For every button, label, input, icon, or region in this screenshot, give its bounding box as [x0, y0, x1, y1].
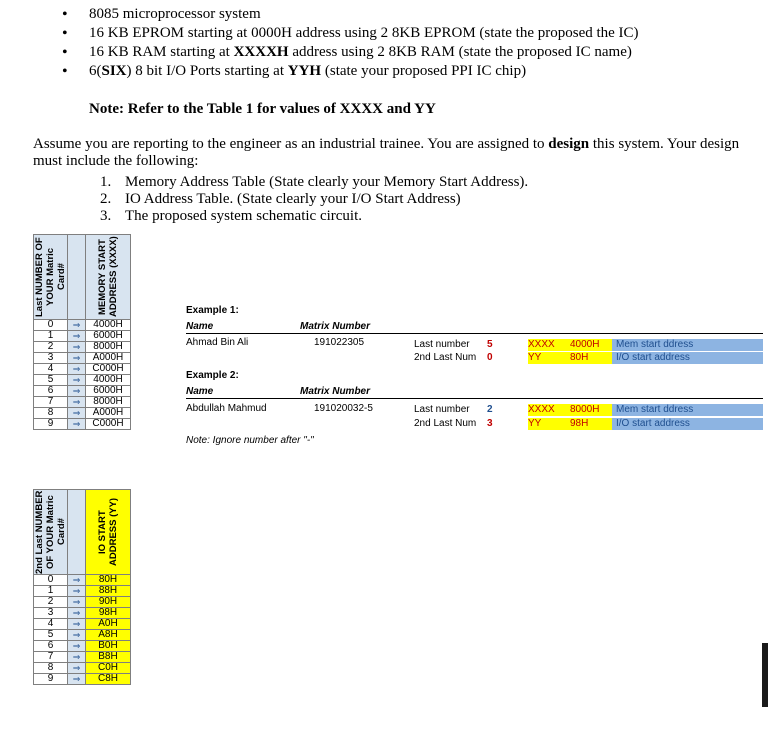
- arrow-icon: ⇒: [68, 419, 86, 430]
- arrow-icon: ⇒: [68, 397, 86, 408]
- table-row: [34, 652, 131, 663]
- arrow-icon: ⇒: [68, 597, 86, 608]
- table-row: [34, 597, 131, 608]
- bullet-bold: SIX: [101, 63, 127, 79]
- bullet-text: 16 KB RAM starting at: [89, 44, 234, 60]
- header-2nd-last-number: [34, 490, 68, 575]
- arrow-icon: ⇒: [68, 575, 86, 586]
- table-row: [34, 375, 131, 386]
- header-memory-start: [86, 235, 131, 320]
- bullet-item: [58, 63, 763, 80]
- digit-cell: 7: [34, 397, 68, 408]
- bullet-text: (state your proposed PPI IC chip): [321, 63, 527, 79]
- bullet-item: [58, 25, 763, 42]
- header-text: 2nd Last NUMBER OF YOUR Matric Card#: [34, 490, 67, 574]
- address-cell: 8000H: [86, 342, 131, 353]
- last-number-value: 5: [487, 339, 493, 350]
- address-cell: C000H: [86, 364, 131, 375]
- address-cell: 4000H: [86, 320, 131, 331]
- matric-header: Matrix Number: [300, 321, 371, 332]
- arrow-icon: ⇒: [68, 630, 86, 641]
- address-cell: 98H: [86, 608, 131, 619]
- matric-header: Matrix Number: [300, 386, 371, 397]
- address-cell: A000H: [86, 353, 131, 364]
- example-name: Ahmad Bin Ali: [186, 337, 249, 348]
- arrow-icon: ⇒: [68, 364, 86, 375]
- address-cell: 88H: [86, 586, 131, 597]
- arrow-icon: ⇒: [68, 674, 86, 685]
- digit-cell: 6: [34, 386, 68, 397]
- address-cell: 90H: [86, 597, 131, 608]
- digit-cell: 8: [34, 408, 68, 419]
- header-arrow: [68, 235, 86, 320]
- digit-cell: 9: [34, 674, 68, 685]
- name-header: Name: [186, 386, 214, 397]
- arrow-icon: ⇒: [68, 375, 86, 386]
- arrow-icon: ⇒: [68, 663, 86, 674]
- last-number-label: Last number: [414, 339, 470, 350]
- address-cell: 80H: [86, 575, 131, 586]
- step-item: [100, 191, 528, 208]
- address-cell: B0H: [86, 641, 131, 652]
- arrow-icon: ⇒: [68, 641, 86, 652]
- scrollbar-thumb[interactable]: [762, 643, 768, 707]
- step-number: 2.: [100, 191, 112, 207]
- digit-cell: 2: [34, 597, 68, 608]
- header-last-number: [34, 235, 68, 320]
- arrow-icon: ⇒: [68, 652, 86, 663]
- header-text: IO START ADDRESS (YY): [97, 497, 119, 567]
- header-text: MEMORY START ADDRESS (XXXX): [97, 236, 119, 318]
- second-last-label: 2nd Last Num: [414, 352, 477, 363]
- design-steps: [100, 174, 528, 225]
- digit-cell: 0: [34, 575, 68, 586]
- last-number-label: Last number: [414, 404, 470, 415]
- bullet-text: 6(: [89, 63, 102, 79]
- table-row: [34, 641, 131, 652]
- step-number: 1.: [100, 174, 112, 190]
- address-cell: 8000H: [86, 397, 131, 408]
- table-row: [34, 386, 131, 397]
- table-row: [34, 342, 131, 353]
- memory-start-desc: Mem start ddress: [612, 339, 763, 351]
- address-cell: A000H: [86, 408, 131, 419]
- address-cell: B8H: [86, 652, 131, 663]
- step-text: Memory Address Table (State clearly your Memory Start Address).: [125, 174, 529, 190]
- io-start-desc: I/O start address: [612, 418, 763, 430]
- table-row: [34, 331, 131, 342]
- digit-cell: 1: [34, 331, 68, 342]
- divider: [186, 398, 763, 399]
- bullet-item: [58, 6, 763, 23]
- digit-cell: 1: [34, 586, 68, 597]
- arrow-icon: ⇒: [68, 342, 86, 353]
- digit-cell: 3: [34, 608, 68, 619]
- table-row: [34, 320, 131, 331]
- para-text: this system. Your design must include the following:: [33, 136, 740, 169]
- second-last-value: 0: [487, 352, 493, 363]
- step-item: [100, 174, 528, 191]
- step-text: IO Address Table. (State clearly your I/O Start Address): [125, 191, 461, 207]
- second-last-label: 2nd Last Num: [414, 418, 477, 429]
- table-row: [34, 619, 131, 630]
- address-cell: C000H: [86, 419, 131, 430]
- table-row: [34, 630, 131, 641]
- address-cell: A0H: [86, 619, 131, 630]
- yy-label: YY: [528, 352, 570, 364]
- bullet-item: [58, 44, 763, 61]
- digit-cell: 5: [34, 375, 68, 386]
- table-row: [34, 674, 131, 685]
- table-note: Note: Refer to the Table 1 for values of XXXX and YY: [89, 101, 436, 117]
- para-text: Assume you are reporting to the engineer as an industrial trainee. You are assigned to: [33, 136, 549, 152]
- io-start-value: 98H: [570, 418, 612, 430]
- step-item: [100, 208, 528, 225]
- bullet-text: 8085 microprocessor system: [89, 6, 261, 22]
- header-io-start: [86, 490, 131, 575]
- bullet-bold: YYH: [287, 63, 322, 79]
- arrow-icon: ⇒: [68, 619, 86, 630]
- example-matric: 191020032-5: [314, 403, 373, 414]
- para-bold: design: [548, 136, 590, 152]
- table-row: [34, 419, 131, 430]
- table-row: [34, 663, 131, 674]
- bullet-bold: XXXXH: [233, 44, 289, 60]
- digit-cell: 5: [34, 630, 68, 641]
- address-cell: A8H: [86, 630, 131, 641]
- arrow-icon: ⇒: [68, 320, 86, 331]
- divider: [186, 333, 763, 334]
- yy-label: YY: [528, 418, 570, 430]
- memory-lookup-table: [33, 234, 131, 430]
- xxxx-label: XXXX: [528, 339, 570, 351]
- table-row: [34, 408, 131, 419]
- step-number: 3.: [100, 208, 112, 224]
- digit-cell: 2: [34, 342, 68, 353]
- footnote: Note: Ignore number after "-": [186, 435, 314, 446]
- table-row: [34, 397, 131, 408]
- digit-cell: 4: [34, 364, 68, 375]
- table-row: [34, 353, 131, 364]
- address-cell: 4000H: [86, 375, 131, 386]
- arrow-icon: ⇒: [68, 353, 86, 364]
- digit-cell: 6: [34, 641, 68, 652]
- header-text: Last NUMBER OF YOUR Matric Card#: [34, 237, 67, 317]
- table-row: [34, 364, 131, 375]
- last-number-value: 2: [487, 404, 493, 415]
- address-cell: C0H: [86, 663, 131, 674]
- io-start-desc: I/O start address: [612, 352, 763, 364]
- xxxx-label: XXXX: [528, 404, 570, 416]
- example-2-title: Example 2:: [186, 370, 239, 381]
- step-text: The proposed system schematic circuit.: [125, 208, 363, 224]
- example-name: Abdullah Mahmud: [186, 403, 267, 414]
- address-cell: C8H: [86, 674, 131, 685]
- second-last-value: 3: [487, 418, 493, 429]
- digit-cell: 0: [34, 320, 68, 331]
- digit-cell: 4: [34, 619, 68, 630]
- example-matric: 191022305: [314, 337, 365, 348]
- table-row: [34, 586, 131, 597]
- digit-cell: 9: [34, 419, 68, 430]
- arrow-icon: ⇒: [68, 386, 86, 397]
- requirements-list: [58, 6, 763, 82]
- memory-start-desc: Mem start ddress: [612, 404, 763, 416]
- address-cell: 6000H: [86, 331, 131, 342]
- digit-cell: 8: [34, 663, 68, 674]
- bullet-text: address using 2 8KB RAM (state the proposed IC name): [288, 44, 632, 60]
- arrow-icon: ⇒: [68, 608, 86, 619]
- table-row: [34, 575, 131, 586]
- arrow-icon: ⇒: [68, 408, 86, 419]
- address-cell: 6000H: [86, 386, 131, 397]
- memory-start-value: 4000H: [570, 339, 612, 351]
- bullet-text: ) 8 bit I/O Ports starting at: [126, 63, 288, 79]
- table-row: [34, 608, 131, 619]
- memory-start-value: 8000H: [570, 404, 612, 416]
- arrow-icon: ⇒: [68, 586, 86, 597]
- digit-cell: 3: [34, 353, 68, 364]
- header-arrow: [68, 490, 86, 575]
- io-start-value: 80H: [570, 352, 612, 364]
- example-1-title: Example 1:: [186, 305, 239, 316]
- arrow-icon: ⇒: [68, 331, 86, 342]
- digit-cell: 7: [34, 652, 68, 663]
- io-lookup-table: [33, 489, 131, 685]
- name-header: Name: [186, 321, 214, 332]
- instructions-paragraph: [33, 136, 768, 170]
- bullet-text: 16 KB EPROM starting at 0000H address using 2 8KB EPROM (state the proposed the IC): [89, 25, 639, 41]
